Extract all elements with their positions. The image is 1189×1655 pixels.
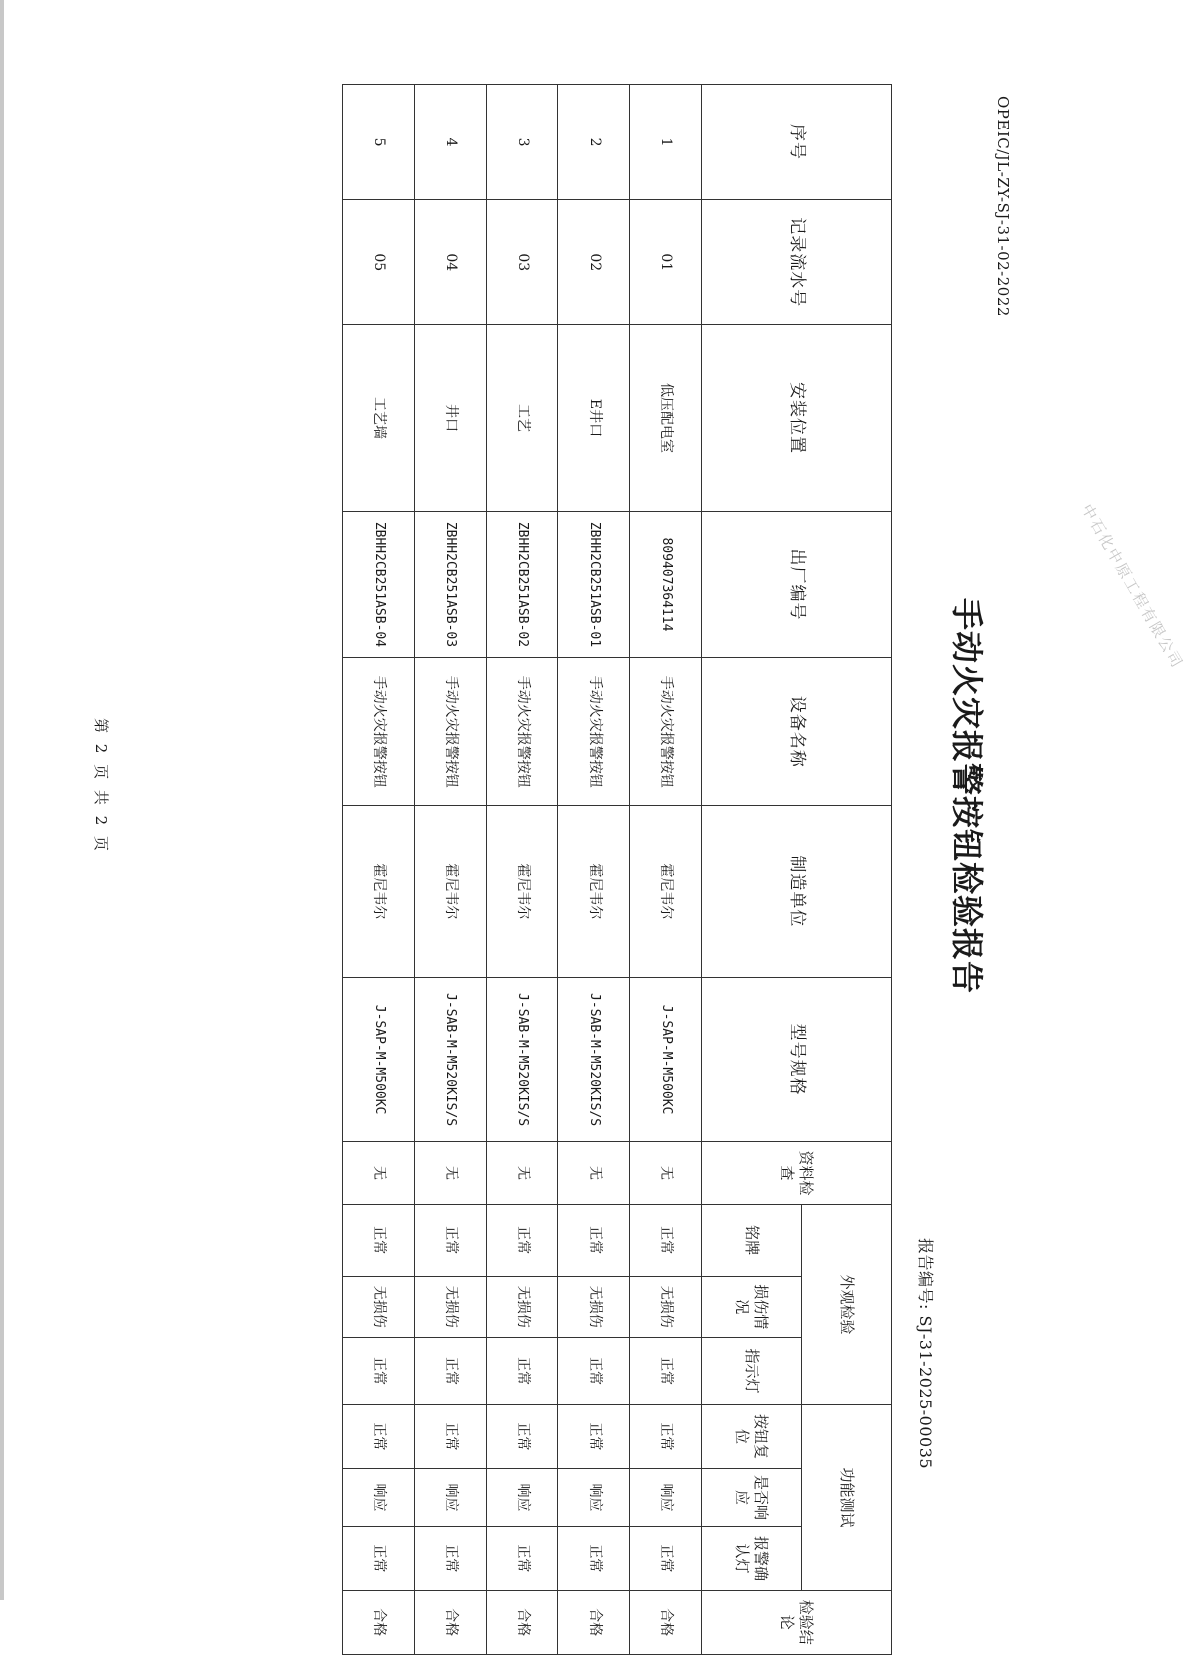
cell-model: J-SAB-M-M520KIS/S <box>486 977 558 1142</box>
cell-serial: ZBHH2CB251ASB-04 <box>343 511 415 658</box>
cell-indicator: 正常 <box>343 1337 415 1405</box>
cell-maker: 霍尼韦尔 <box>558 806 630 978</box>
header-confirm: 报警确认灯 <box>702 1527 802 1590</box>
cell-reset: 正常 <box>630 1405 702 1468</box>
header-appearance: 外观检验 <box>802 1204 892 1405</box>
cell-confirm: 正常 <box>558 1527 630 1590</box>
header-indicator: 指示灯 <box>702 1337 802 1405</box>
cell-serial: ZBHH2CB251ASB-03 <box>414 511 486 658</box>
cell-device: 手动火灾报警按钮 <box>630 658 702 806</box>
cell-nameplate: 正常 <box>414 1204 486 1276</box>
header-respond: 是否响应 <box>702 1468 802 1527</box>
cell-record: 03 <box>486 200 558 325</box>
cell-record: 02 <box>558 200 630 325</box>
cell-respond: 响应 <box>343 1468 415 1527</box>
cell-serial: ZBHH2CB251ASB-01 <box>558 511 630 658</box>
cell-model: J-SAP-M-M500KC <box>343 977 415 1142</box>
inspection-table <box>342 84 892 1655</box>
cell-damage: 无损伤 <box>343 1276 415 1337</box>
cell-device: 手动火灾报警按钮 <box>558 658 630 806</box>
cell-respond: 响应 <box>630 1468 702 1527</box>
page-footer: 第 2 页 共 2 页 <box>92 718 110 854</box>
cell-model: J-SAB-M-M520KIS/S <box>414 977 486 1142</box>
cell-reset: 正常 <box>414 1405 486 1468</box>
cell-model: J-SAB-M-M520KIS/S <box>558 977 630 1142</box>
cell-result: 合格 <box>486 1590 558 1654</box>
inspection-table-wrapper <box>342 84 892 1655</box>
header-serial: 出厂编号 <box>702 511 892 658</box>
cell-nameplate: 正常 <box>630 1204 702 1276</box>
cell-maker: 霍尼韦尔 <box>343 806 415 978</box>
report-number: 报告编号: SJ-31-2025-00035 <box>916 1238 935 1470</box>
cell-confirm: 正常 <box>414 1527 486 1590</box>
cell-respond: 响应 <box>414 1468 486 1527</box>
cell-maker: 霍尼韦尔 <box>486 806 558 978</box>
table-row <box>630 85 702 1655</box>
header-result: 检验结论 <box>702 1590 892 1654</box>
cell-indicator: 正常 <box>486 1337 558 1405</box>
cell-indicator: 正常 <box>414 1337 486 1405</box>
cell-device: 手动火灾报警按钮 <box>486 658 558 806</box>
header-docs: 资料检查 <box>702 1142 892 1204</box>
cell-nameplate: 正常 <box>343 1204 415 1276</box>
header-model: 型号规格 <box>702 977 892 1142</box>
cell-location: E井口 <box>558 325 630 511</box>
cell-docs: 无 <box>630 1142 702 1204</box>
cell-seq: 3 <box>486 85 558 200</box>
cell-damage: 无损伤 <box>486 1276 558 1337</box>
header-damage: 损伤情况 <box>702 1276 802 1337</box>
cell-docs: 无 <box>414 1142 486 1204</box>
cell-confirm: 正常 <box>486 1527 558 1590</box>
cell-confirm: 正常 <box>630 1527 702 1590</box>
scan-edge <box>0 0 4 1600</box>
cell-serial: 809407364114 <box>630 511 702 658</box>
table-row <box>414 85 486 1655</box>
cell-result: 合格 <box>630 1590 702 1654</box>
cell-indicator: 正常 <box>558 1337 630 1405</box>
cell-reset: 正常 <box>558 1405 630 1468</box>
document-code: OPEIC/JL-ZY-SJ-31-02-2022 <box>994 96 1012 317</box>
cell-seq: 1 <box>630 85 702 200</box>
cell-damage: 无损伤 <box>414 1276 486 1337</box>
cell-location: 低压配电室 <box>630 325 702 511</box>
watermark: 中石化中原工程有限公司 <box>1077 501 1187 672</box>
header-seq: 序号 <box>702 85 892 200</box>
header-function: 功能测试 <box>802 1405 892 1590</box>
report-title: 手动火灾报警按钮检验报告 <box>948 598 986 995</box>
cell-reset: 正常 <box>343 1405 415 1468</box>
cell-location: 工艺 <box>486 325 558 511</box>
header-reset: 按钮复位 <box>702 1405 802 1468</box>
cell-device: 手动火灾报警按钮 <box>414 658 486 806</box>
cell-respond: 响应 <box>558 1468 630 1527</box>
cell-confirm: 正常 <box>343 1527 415 1590</box>
cell-device: 手动火灾报警按钮 <box>343 658 415 806</box>
table-row <box>558 85 630 1655</box>
cell-docs: 无 <box>343 1142 415 1204</box>
cell-nameplate: 正常 <box>558 1204 630 1276</box>
cell-result: 合格 <box>414 1590 486 1654</box>
cell-record: 01 <box>630 200 702 325</box>
cell-result: 合格 <box>558 1590 630 1654</box>
cell-location: 工艺墙 <box>343 325 415 511</box>
cell-damage: 无损伤 <box>630 1276 702 1337</box>
cell-serial: ZBHH2CB251ASB-02 <box>486 511 558 658</box>
table-row <box>343 85 415 1655</box>
cell-respond: 响应 <box>486 1468 558 1527</box>
cell-seq: 4 <box>414 85 486 200</box>
cell-nameplate: 正常 <box>486 1204 558 1276</box>
cell-reset: 正常 <box>486 1405 558 1468</box>
cell-model: J-SAP-M-M500KC <box>630 977 702 1142</box>
cell-maker: 霍尼韦尔 <box>630 806 702 978</box>
cell-location: 井口 <box>414 325 486 511</box>
header-nameplate: 铭牌 <box>702 1204 802 1276</box>
header-device: 设备名称 <box>702 658 892 806</box>
cell-result: 合格 <box>343 1590 415 1654</box>
cell-maker: 霍尼韦尔 <box>414 806 486 978</box>
cell-damage: 无损伤 <box>558 1276 630 1337</box>
cell-seq: 5 <box>343 85 415 200</box>
cell-docs: 无 <box>486 1142 558 1204</box>
header-maker: 制造单位 <box>702 806 892 978</box>
table-row <box>486 85 558 1655</box>
header-location: 安装位置 <box>702 325 892 511</box>
cell-indicator: 正常 <box>630 1337 702 1405</box>
cell-record: 05 <box>343 200 415 325</box>
cell-seq: 2 <box>558 85 630 200</box>
header-record: 记录流水号 <box>702 200 892 325</box>
cell-record: 04 <box>414 200 486 325</box>
cell-docs: 无 <box>558 1142 630 1204</box>
